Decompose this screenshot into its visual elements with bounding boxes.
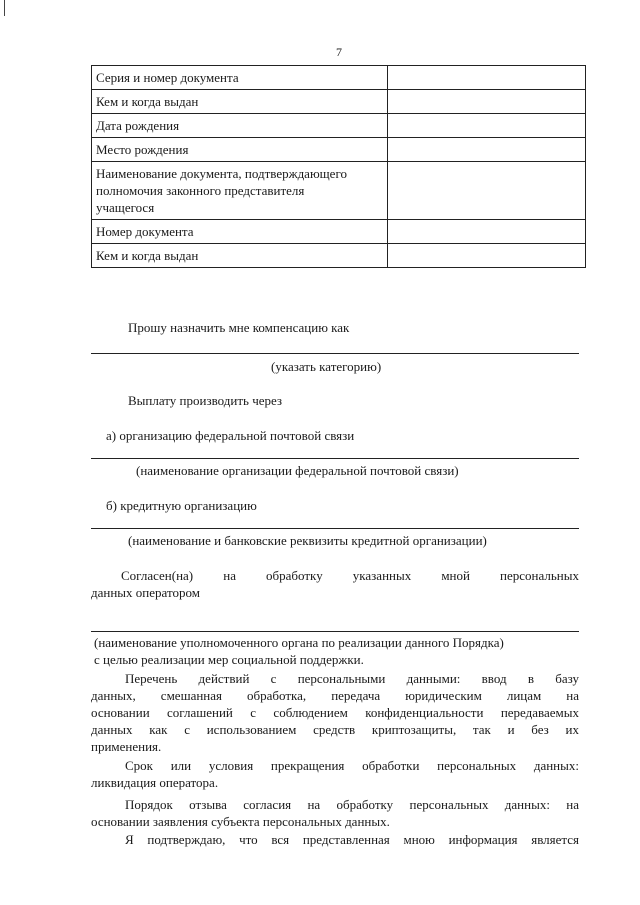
- purpose-text: с целью реализации мер социальной поддержки.: [94, 652, 364, 667]
- table-row: [92, 162, 586, 220]
- row-label: Кем и когда выдан: [92, 90, 388, 114]
- row-label-line: полномочия законного представителя: [96, 183, 305, 198]
- actions-paragraph: [91, 670, 579, 755]
- revoke-line: основании заявления субъекта персональных данных.: [91, 814, 390, 829]
- compensation-request-text: Прошу назначить мне компенсацию как: [128, 320, 350, 335]
- term-paragraph: [91, 757, 579, 791]
- row-value[interactable]: [388, 114, 586, 138]
- row-label: Кем и когда выдан: [92, 244, 388, 268]
- page-edge-mark: [4, 0, 5, 16]
- operator-fill-line[interactable]: [91, 631, 579, 632]
- table-row: [92, 66, 586, 90]
- actions-line: данных как с использованием средств криптозащиты, так и без их: [91, 722, 579, 737]
- confirm-paragraph: [91, 831, 579, 848]
- row-value[interactable]: [388, 244, 586, 268]
- actions-line: Перечень действий с персональными данными: ввод в базу: [125, 671, 579, 686]
- table-row: [92, 244, 586, 268]
- payment-intro-text: Выплату производить через: [128, 393, 283, 408]
- revoke-line: Порядок отзыва согласия на обработку персональных данных: на: [125, 797, 579, 812]
- row-label: Дата рождения: [92, 114, 388, 138]
- consent-paragraph: [91, 567, 579, 601]
- actions-line: данных, смешанная обработка, передача юридическим лицам на: [91, 688, 579, 703]
- consent-line: данных оператором: [91, 585, 200, 600]
- term-line: Срок или условия прекращения обработки персональных данных:: [125, 758, 579, 773]
- post-organization-fill-line[interactable]: [91, 458, 579, 459]
- row-label: Место рождения: [92, 138, 388, 162]
- payment-option-bank: б) кредитную организацию: [106, 498, 257, 513]
- applicant-document-table: [91, 65, 586, 268]
- row-label: [92, 162, 388, 220]
- table-row: [92, 90, 586, 114]
- post-organization-caption: (наименование организации федеральной почтовой связи): [136, 463, 459, 478]
- actions-line: основании соглашений с соблюдением конфиденциальности передаваемых: [91, 705, 579, 720]
- operator-caption: (наименование уполномоченного органа по реализации данного Порядка): [94, 635, 504, 650]
- row-value[interactable]: [388, 66, 586, 90]
- payment-option-post: а) организацию федеральной почтовой связи: [106, 428, 355, 443]
- row-value[interactable]: [388, 138, 586, 162]
- page-number: 7: [336, 45, 342, 59]
- table-row: [92, 138, 586, 162]
- category-fill-line[interactable]: [91, 353, 579, 354]
- row-label: Серия и номер документа: [92, 66, 388, 90]
- bank-fill-line[interactable]: [91, 528, 579, 529]
- table-row: [92, 220, 586, 244]
- row-value[interactable]: [388, 220, 586, 244]
- row-value[interactable]: [388, 162, 586, 220]
- revoke-paragraph: [91, 796, 579, 830]
- row-value[interactable]: [388, 90, 586, 114]
- actions-line: применения.: [91, 739, 162, 754]
- row-label: Номер документа: [92, 220, 388, 244]
- consent-line: Согласен(на) на обработку указанных мной персональных: [121, 568, 579, 583]
- bank-caption: (наименование и банковские реквизиты кредитной организации): [128, 533, 487, 548]
- confirm-line: Я подтверждаю, что вся представленная мною информация является: [125, 832, 579, 847]
- row-label-line: Наименование документа, подтверждающего: [96, 166, 347, 181]
- row-label-line: учащегося: [96, 200, 155, 215]
- term-line: ликвидация оператора.: [91, 775, 219, 790]
- table-row: [92, 114, 586, 138]
- category-caption: (указать категорию): [271, 359, 382, 374]
